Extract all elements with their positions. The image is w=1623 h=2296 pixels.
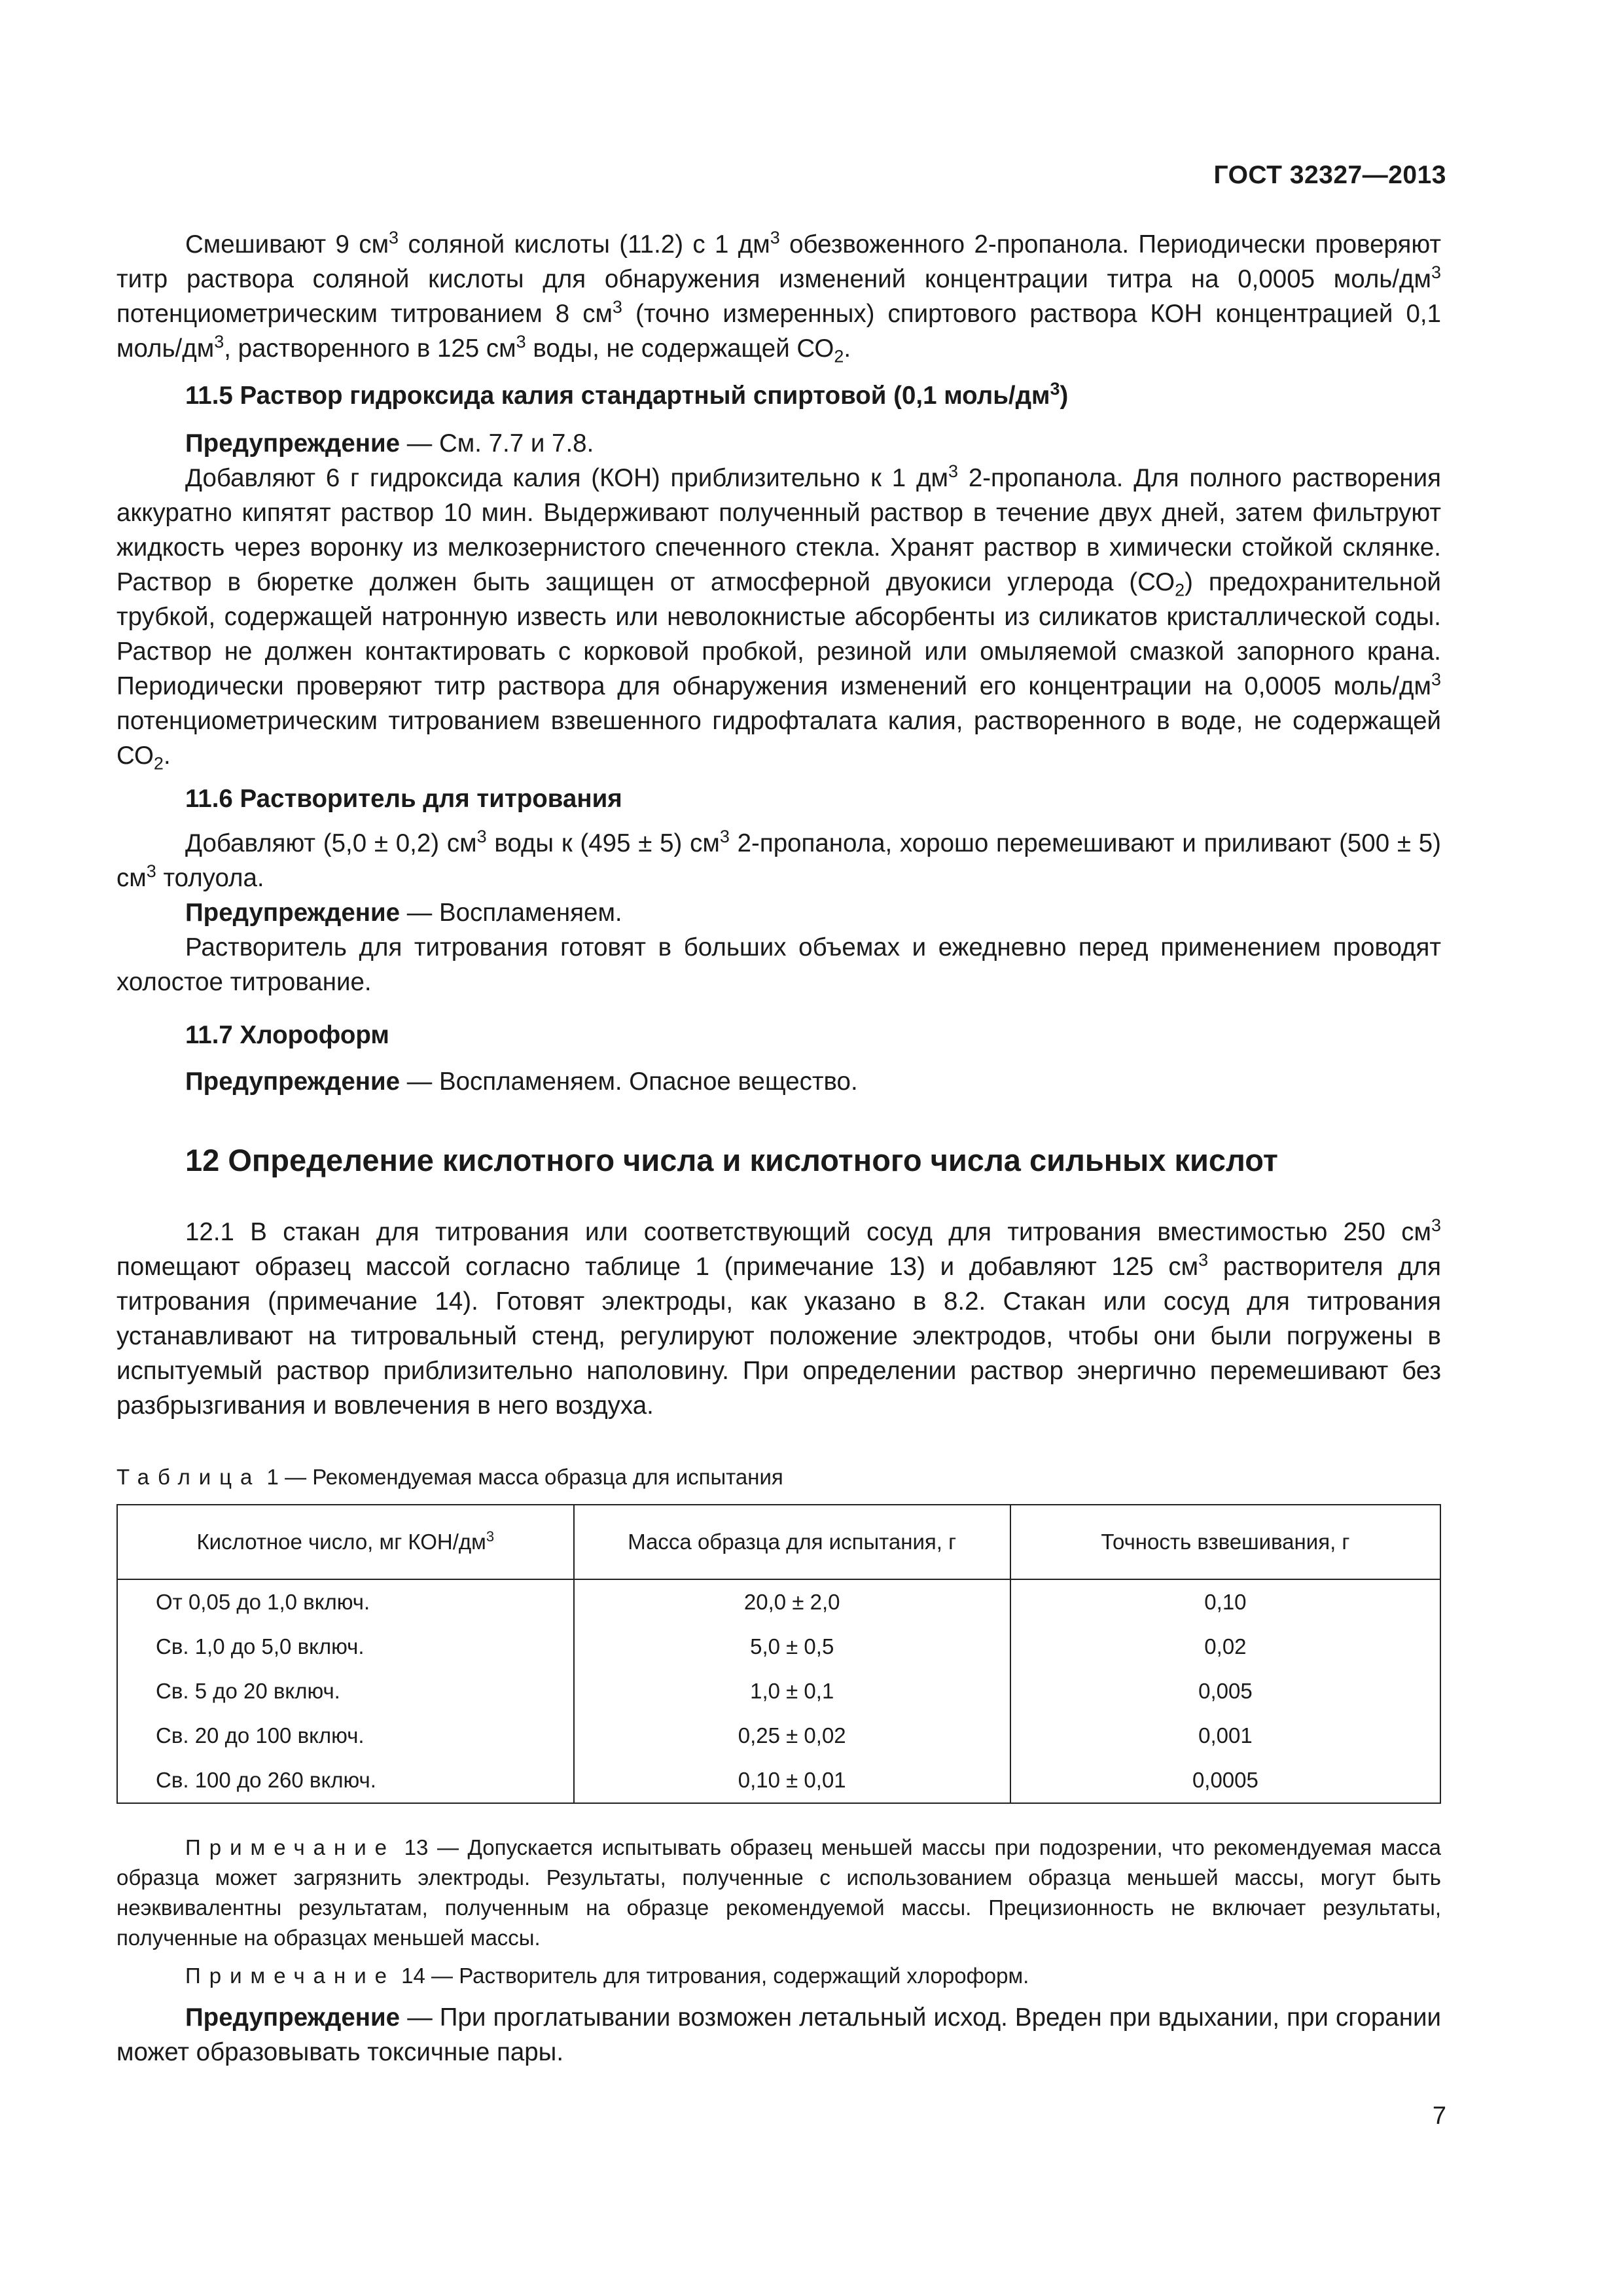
- section-11-6-paragraph-2: Растворитель для титрования готовят в больших объемах и ежедневно перед применением проводят холостое титрование.: [116, 933, 1441, 996]
- table-header-row: [117, 1505, 1440, 1579]
- section-11-7: [116, 1018, 1441, 1052]
- page-number: 7: [1432, 2102, 1446, 2130]
- table-cell: 0,10: [1010, 1579, 1440, 1624]
- section-12-title: 12 Определение кислотного числа и кислотного числа сильных кислот: [185, 1143, 1278, 1177]
- text-run: воды, не содержащей СО: [526, 334, 834, 363]
- section-11-7-body: [116, 1064, 1441, 1099]
- note-text: 14 — Растворитель для титрования, содержащий хлороформ.: [395, 1964, 1029, 1988]
- table-cell: От 0,05 до 1,0 включ.: [117, 1579, 574, 1624]
- warning-11-7: [116, 1064, 1441, 1099]
- warning-text: — Воспламеняем. Опасное вещество.: [400, 1067, 858, 1096]
- warning-label: Предупреждение: [185, 429, 401, 457]
- table-cell: 0,001: [1010, 1713, 1440, 1758]
- warning-label: Предупреждение: [185, 1067, 401, 1096]
- note-label: Примечание: [185, 1964, 396, 1988]
- table-caption-label: Таблица: [116, 1465, 261, 1489]
- warning-text: — Воспламеняем.: [400, 899, 622, 927]
- final-warning: [116, 2000, 1441, 2070]
- section-11-7-title: 11.7 Хлороформ: [185, 1021, 389, 1049]
- superscript: 3: [719, 827, 730, 847]
- table-row: [117, 1579, 1440, 1624]
- table-cell: 0,10 ± 0,01: [574, 1758, 1010, 1803]
- superscript: 3: [1050, 379, 1060, 399]
- table-cell: Св. 20 до 100 включ.: [117, 1713, 574, 1758]
- text-run: ): [1060, 382, 1069, 410]
- intro-block: [116, 227, 1441, 366]
- superscript: 3: [486, 1528, 495, 1545]
- data-table: [116, 1504, 1441, 1804]
- warning-11-6: [116, 895, 1441, 930]
- table-cell: 5,0 ± 0,5: [574, 1624, 1010, 1669]
- text-run: 2-пропанола. Для полного растворения аккуратно кипятят раствор 10 мин. Выдерживают полученный раствор в течение двух дней, затем фильтруют жидкость через воронку из мелкозернистого спеченного стекла. Хранят раствор в химически стойкой склянке. Раствор в бюретке должен быть защищен от атмосферной двуокиси углерода (СО: [116, 464, 1441, 596]
- intro-paragraph: [116, 227, 1441, 366]
- text-run: Смешивают 9 см: [185, 230, 389, 259]
- superscript: 3: [948, 461, 958, 482]
- warning-label: Предупреждение: [185, 2003, 401, 2032]
- text-run: толуола.: [156, 864, 264, 892]
- table-row: [117, 1669, 1440, 1713]
- text-run: помещают образец массой согласно таблице 1 (примечание 13) и добавляют 125 см: [116, 1253, 1199, 1281]
- text-run: соляной кислоты (11.2) с 1 дм: [399, 230, 770, 259]
- text-run: .: [163, 742, 171, 770]
- superscript: 3: [770, 228, 780, 248]
- table-wrapper: [116, 1504, 1441, 1804]
- warning-label: Предупреждение: [185, 899, 401, 927]
- section-11-6-paragraph-1: [116, 826, 1441, 895]
- table-cell: 1,0 ± 0,1: [574, 1669, 1010, 1713]
- subscript: 2: [834, 346, 844, 367]
- note-14: [116, 1961, 1441, 1991]
- section-12-body: [116, 1215, 1441, 1423]
- superscript: 3: [612, 297, 622, 317]
- section-11-5-paragraph: [116, 461, 1441, 773]
- text-run: 2-пропанола, хорошо перемешивают и приливают (500 ± 5) см: [116, 829, 1441, 892]
- table-cell: 0,005: [1010, 1669, 1440, 1713]
- section-11-6: [116, 781, 1441, 816]
- superscript: 3: [214, 332, 224, 352]
- text-run: , растворенного в 125 см: [224, 334, 516, 363]
- final-warning-block: [116, 2000, 1441, 2070]
- notes-block: [116, 1833, 1441, 1991]
- section-11-5-title: [116, 378, 1441, 413]
- table-header-cell: Точность взвешивания, г: [1010, 1505, 1440, 1579]
- section-12-1-paragraph: [116, 1215, 1441, 1423]
- note-label: Примечание: [185, 1835, 396, 1859]
- text-run: растворителя для титрования (примечание 14). Готовят электроды, как указано в 8.2. Стакан или сосуд для титрования устанавливают на титровальный стенд, регулируют положение электродов, чтобы они были погружены в испытуемый раствор приблизительно наполовину. При определении раствор энергично перемешивают без разбрызгивания и вовлечения в него воздуха.: [116, 1253, 1441, 1420]
- table-caption-text: 1 — Рекомендуемая масса образца для испытания: [260, 1465, 783, 1489]
- superscript: 3: [1198, 1250, 1209, 1270]
- table-row: [117, 1713, 1440, 1758]
- superscript: 3: [476, 827, 487, 847]
- superscript: 3: [1431, 1215, 1441, 1236]
- text-run: 11.5 Раствор гидроксида калия стандартный спиртовой (0,1 моль/дм: [185, 382, 1050, 410]
- text-run: Кислотное число, мг КОН/дм: [196, 1530, 486, 1554]
- table-row: [117, 1758, 1440, 1803]
- superscript: 3: [146, 861, 156, 882]
- subscript: 2: [1175, 580, 1185, 600]
- text-run: потенциометрическим титрованием взвешенного гидрофталата калия, растворенного в воде, не содержащей СО: [116, 707, 1441, 770]
- warning-11-5: [116, 426, 1441, 461]
- section-12: [116, 1143, 1441, 1177]
- superscript: 3: [1431, 262, 1441, 283]
- section-11-6-title: 11.6 Растворитель для титрования: [185, 785, 622, 813]
- note-13: [116, 1833, 1441, 1953]
- table-cell: 0,25 ± 0,02: [574, 1713, 1010, 1758]
- note-text: 13 — Допускается испытывать образец меньшей массы при подозрении, что рекомендуемая масса образца может загрязнить электроды. Результаты, полученные с использованием образца меньшей массы, могут быть неэквивалентны результатам, полученным на образце рекомендуемой массы. Прецизионность не включает результаты, полученные на образцах меньшей массы.: [116, 1835, 1441, 1950]
- text-run: Добавляют 6 г гидроксида калия (КОН) приблизительно к 1 дм: [185, 464, 948, 492]
- table-cell: Св. 1,0 до 5,0 включ.: [117, 1624, 574, 1669]
- table-cell: Св. 100 до 260 включ.: [117, 1758, 574, 1803]
- text-run: воды к (495 ± 5) см: [486, 829, 720, 857]
- section-11-6-body: [116, 826, 1441, 999]
- text-run: обезвоженного 2-пропанола. Периодически проверяют титр раствора соляной кислоты для обнаружения изменений концентрации титра на 0,0005 моль/дм: [116, 230, 1441, 293]
- superscript: 3: [516, 332, 526, 352]
- table-cell: Св. 5 до 20 включ.: [117, 1669, 574, 1713]
- section-11-5-body: [116, 426, 1441, 773]
- table-caption: [116, 1460, 1441, 1494]
- subscript: 2: [153, 753, 164, 774]
- document-header: ГОСТ 32327—2013: [1213, 161, 1446, 189]
- text-run: ) предохранительной трубкой, содержащей натронную известь или неволокнистые абсорбенты из силикатов кристаллической соды. Раствор не должен контактировать с корковой пробкой, резиной или омыляемой смазкой запорного крана. Периодически проверяют титр раствора для обнаружения изменений его концентрации на 0,0005 моль/дм: [116, 568, 1441, 700]
- table-row: [117, 1624, 1440, 1669]
- section-11-5: [116, 378, 1441, 413]
- superscript: 3: [389, 228, 399, 248]
- text-run: потенциометрическим титрованием 8 см: [116, 300, 613, 328]
- text-run: Добавляют (5,0 ± 0,2) см: [185, 829, 477, 857]
- superscript: 3: [1431, 670, 1441, 690]
- table-header-cell: Масса образца для испытания, г: [574, 1505, 1010, 1579]
- warning-text: — При проглатывании возможен летальный исход. Вреден при вдыхании, при сгорании может образовывать токсичные пары.: [116, 2003, 1441, 2066]
- text-run: (точно измеренных) спиртового раствора КОН концентрацией 0,1 моль/дм: [116, 300, 1441, 363]
- table-cell: 20,0 ± 2,0: [574, 1579, 1010, 1624]
- table-header-cell: [117, 1505, 574, 1579]
- warning-text: — См. 7.7 и 7.8.: [400, 429, 594, 457]
- text-run: .: [844, 334, 851, 363]
- text-run: 12.1 В стакан для титрования или соответствующий сосуд для титрования вместимостью 250 см: [185, 1218, 1431, 1246]
- table-cell: 0,0005: [1010, 1758, 1440, 1803]
- table-cell: 0,02: [1010, 1624, 1440, 1669]
